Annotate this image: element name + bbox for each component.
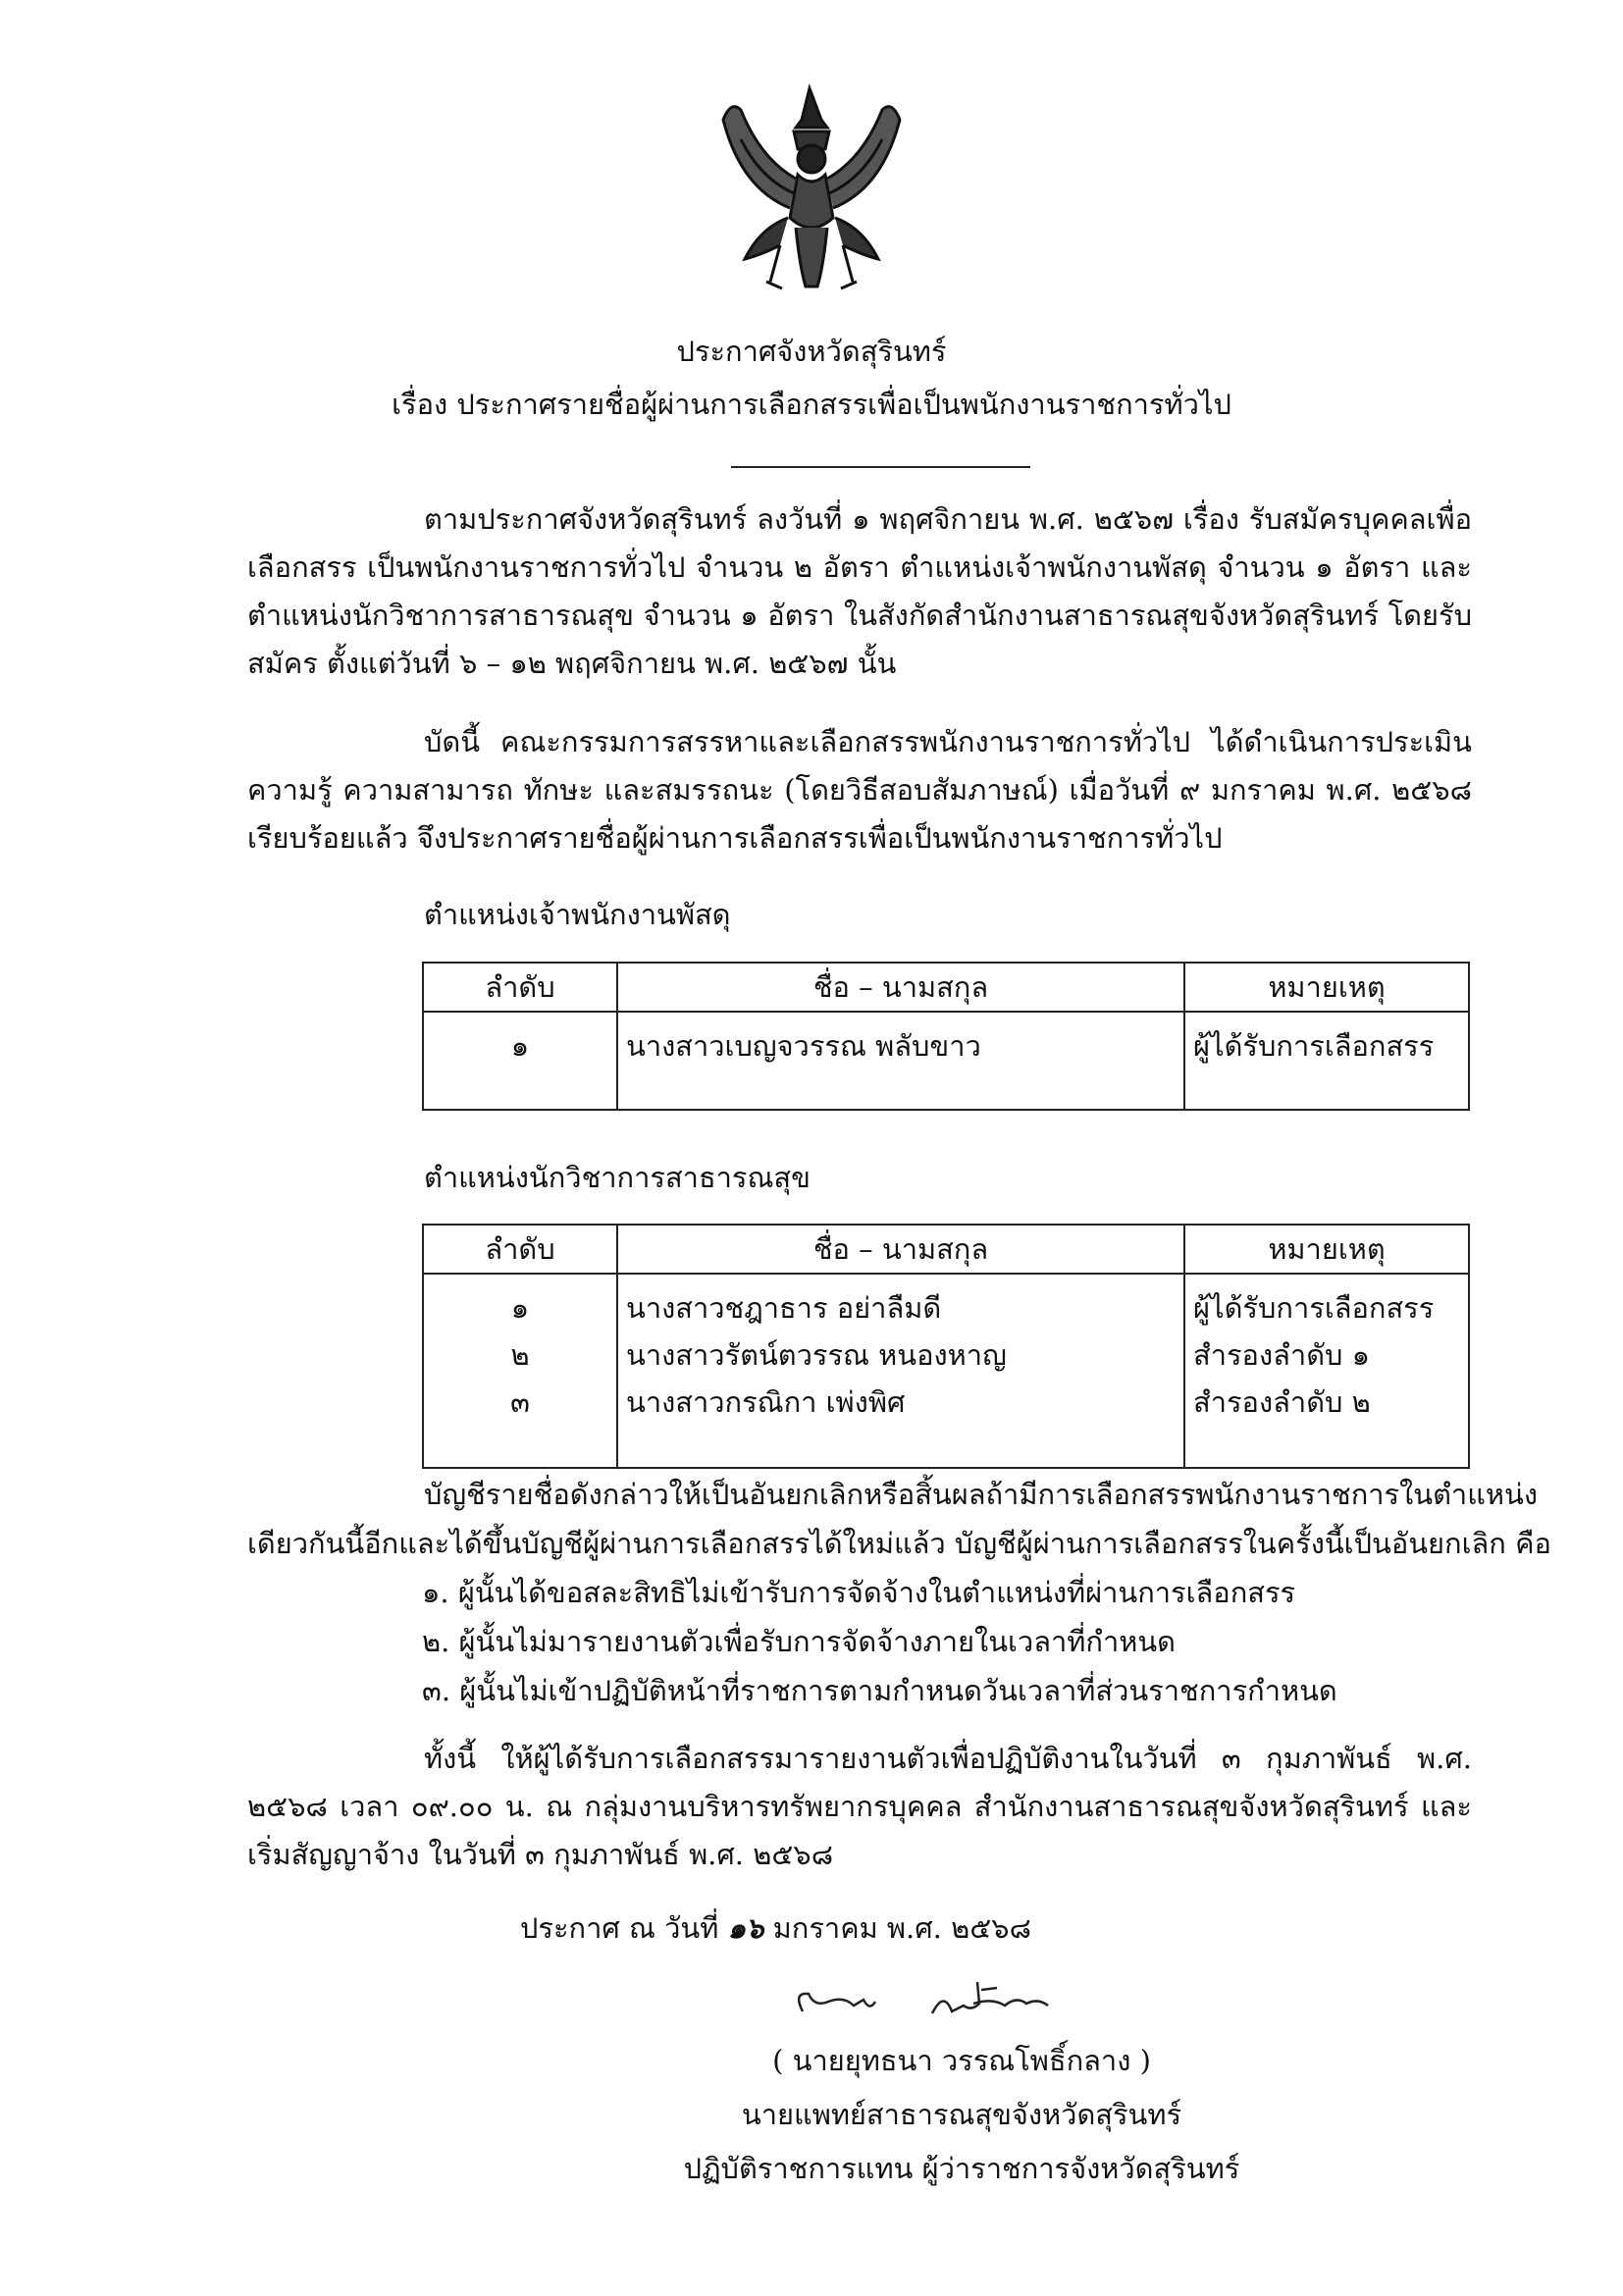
row-order: ๑ — [510, 1291, 530, 1325]
row-name: นางสาวกรณิกา เพ่งพิศ — [626, 1385, 906, 1419]
position-1-table — [422, 962, 1470, 1111]
row-note: สำรองลำดับ ๑ — [1193, 1338, 1371, 1372]
header-note: หมายเหตุ — [1184, 1225, 1469, 1274]
garuda-emblem-icon — [711, 80, 913, 296]
reporting-paragraph: ทั้งนี้ ให้ผู้ได้รับการเลือกสรรมารายงานตัวเพื่อปฏิบัติงานในวันที่ ๓ กุมภาพันธ์ พ.ศ. ๒๕๖๘ เวลา ๐๙.๐๐ น. ณ กลุ่มงานบริหารทรัพยากรบุคคล สำนักงานสาธารณสุขจังหวัดสุรินทร์ และเริ่มสัญญาจ้าง ในวันที่ ๓ กุมภาพันธ์ พ.ศ. ๒๕๖๘ — [247, 1742, 1472, 1871]
row-name-list — [617, 1274, 1184, 1468]
signatory-title-1: นายแพทย์สาธารณสุขจังหวัดสุรินทร์ — [741, 2098, 1182, 2131]
row-order: ๓ — [510, 1385, 530, 1419]
header-name: ชื่อ – นามสกุล — [617, 963, 1184, 1012]
header-note: หมายเหตุ — [1184, 963, 1469, 1012]
row-note: ผู้ได้รับการเลือกสรร — [1193, 1291, 1435, 1325]
row-note: สำรองลำดับ ๒ — [1193, 1385, 1371, 1419]
table-header-row — [423, 963, 1469, 1012]
signatory-title-2: ปฏิบัติราชการแทน ผู้ว่าราชการจังหวัดสุรินทร์ — [683, 2152, 1240, 2185]
header-name: ชื่อ – นามสกุล — [617, 1225, 1184, 1274]
row-order-list — [423, 1274, 617, 1468]
position-2-title: ตำแหน่งนักวิชาการสาธารณสุข — [424, 1161, 811, 1194]
title-divider — [731, 466, 1030, 468]
cancellation-item-2: ๒. ผู้นั้นไม่มารายงานตัวเพื่อรับการจัดจ้างภายในเวลาที่กำหนด — [422, 1625, 1177, 1658]
announced-suffix: มกราคม พ.ศ. ๒๕๖๘ — [772, 1911, 1031, 1945]
header-order: ลำดับ — [423, 963, 617, 1012]
header-order: ลำดับ — [423, 1225, 617, 1274]
table-row — [423, 1012, 1469, 1110]
announcement-subject: เรื่อง ประกาศรายชื่อผู้ผ่านการเลือกสรรเพื่อเป็นพนักงานราชการทั่วไป — [392, 388, 1231, 421]
position-1-title: ตำแหน่งเจ้าพนักงานพัสดุ — [424, 898, 731, 931]
row-note-list — [1184, 1274, 1469, 1468]
announcement-heading: ประกาศจังหวัดสุรินทร์ — [676, 335, 947, 368]
cancellation-intro-line-1: บัญชีรายชื่อดังกล่าวให้เป็นอันยกเลิกหรือสิ้นผลถ้ามีการเลือกสรรพนักงานราชการในตำแหน่ง — [424, 1478, 1539, 1511]
handwritten-signature — [785, 1972, 1079, 2031]
position-2-table — [422, 1224, 1470, 1469]
announced-day: ๑๖ — [727, 1911, 764, 1945]
row-name: นางสาวรัตน์ตวรรณ หนองหาญ — [626, 1338, 1007, 1372]
cancellation-intro-line-2: เดียวกันนี้อีกและได้ขึ้นบัญชีผู้ผ่านการเลือกสรรได้ใหม่แล้ว บัญชีผู้ผ่านการเลือกสรรในครั้งนี้เป็นอันยกเลิก คือ — [247, 1527, 1551, 1560]
table-header-row — [423, 1225, 1469, 1274]
announced-date — [520, 1908, 1031, 1948]
row-name: นางสาวชฎาธาร อย่าลืมดี — [626, 1291, 942, 1325]
table-row — [423, 1274, 1469, 1468]
cancellation-item-1: ๑. ผู้นั้นได้ขอสละสิทธิไม่เข้ารับการจัดจ้างในตำแหน่งที่ผ่านการเลือกสรร — [422, 1576, 1296, 1609]
signatory-name: ( นายยุทธนา วรรณโพธิ์กลาง ) — [772, 2044, 1151, 2077]
paragraph-2: บัดนี้ คณะกรรมการสรรหาและเลือกสรรพนักงานราชการทั่วไป ได้ดำเนินการประเมินความรู้ ความสามารถ ทักษะ และสมรรถนะ (โดยวิธีสอบสัมภาษณ์) เมื่อวันที่ ๙ มกราคม พ.ศ. ๒๕๖๘ เรียบร้อยแล้ว จึงประกาศรายชื่อผู้ผ่านการเลือกสรรเพื่อเป็นพนักงานราชการทั่วไป — [247, 725, 1472, 855]
announced-prefix: ประกาศ ณ วันที่ — [520, 1911, 719, 1945]
row-note: ผู้ได้รับการเลือกสรร — [1184, 1012, 1469, 1110]
row-order: ๑ — [423, 1012, 617, 1110]
cancellation-item-3: ๓. ผู้นั้นไม่เข้าปฏิบัติหน้าที่ราชการตามกำหนดวันเวลาที่ส่วนราชการกำหนด — [422, 1674, 1337, 1707]
row-name: นางสาวเบญจวรรณ พลับขาว — [617, 1012, 1184, 1110]
row-order: ๒ — [510, 1338, 530, 1372]
paragraph-1: ตามประกาศจังหวัดสุรินทร์ ลงวันที่ ๑ พฤศจิกายน พ.ศ. ๒๕๖๗ เรื่อง รับสมัครบุคคลเพื่อเลือกสรร เป็นพนักงานราชการทั่วไป จำนวน ๒ อัตรา ตำแหน่งเจ้าพนักงานพัสดุ จำนวน ๑ อัตรา และ ตำแหน่งนักวิชาการสาธารณสุข จำนวน ๑ อัตรา ในสังกัดสำนักงานสาธารณสุขจังหวัดสุรินทร์ โดยรับสมัคร ตั้งแต่วันที่ ๖ – ๑๒ พฤศจิกายน พ.ศ. ๒๕๖๗ นั้น — [247, 502, 1472, 680]
